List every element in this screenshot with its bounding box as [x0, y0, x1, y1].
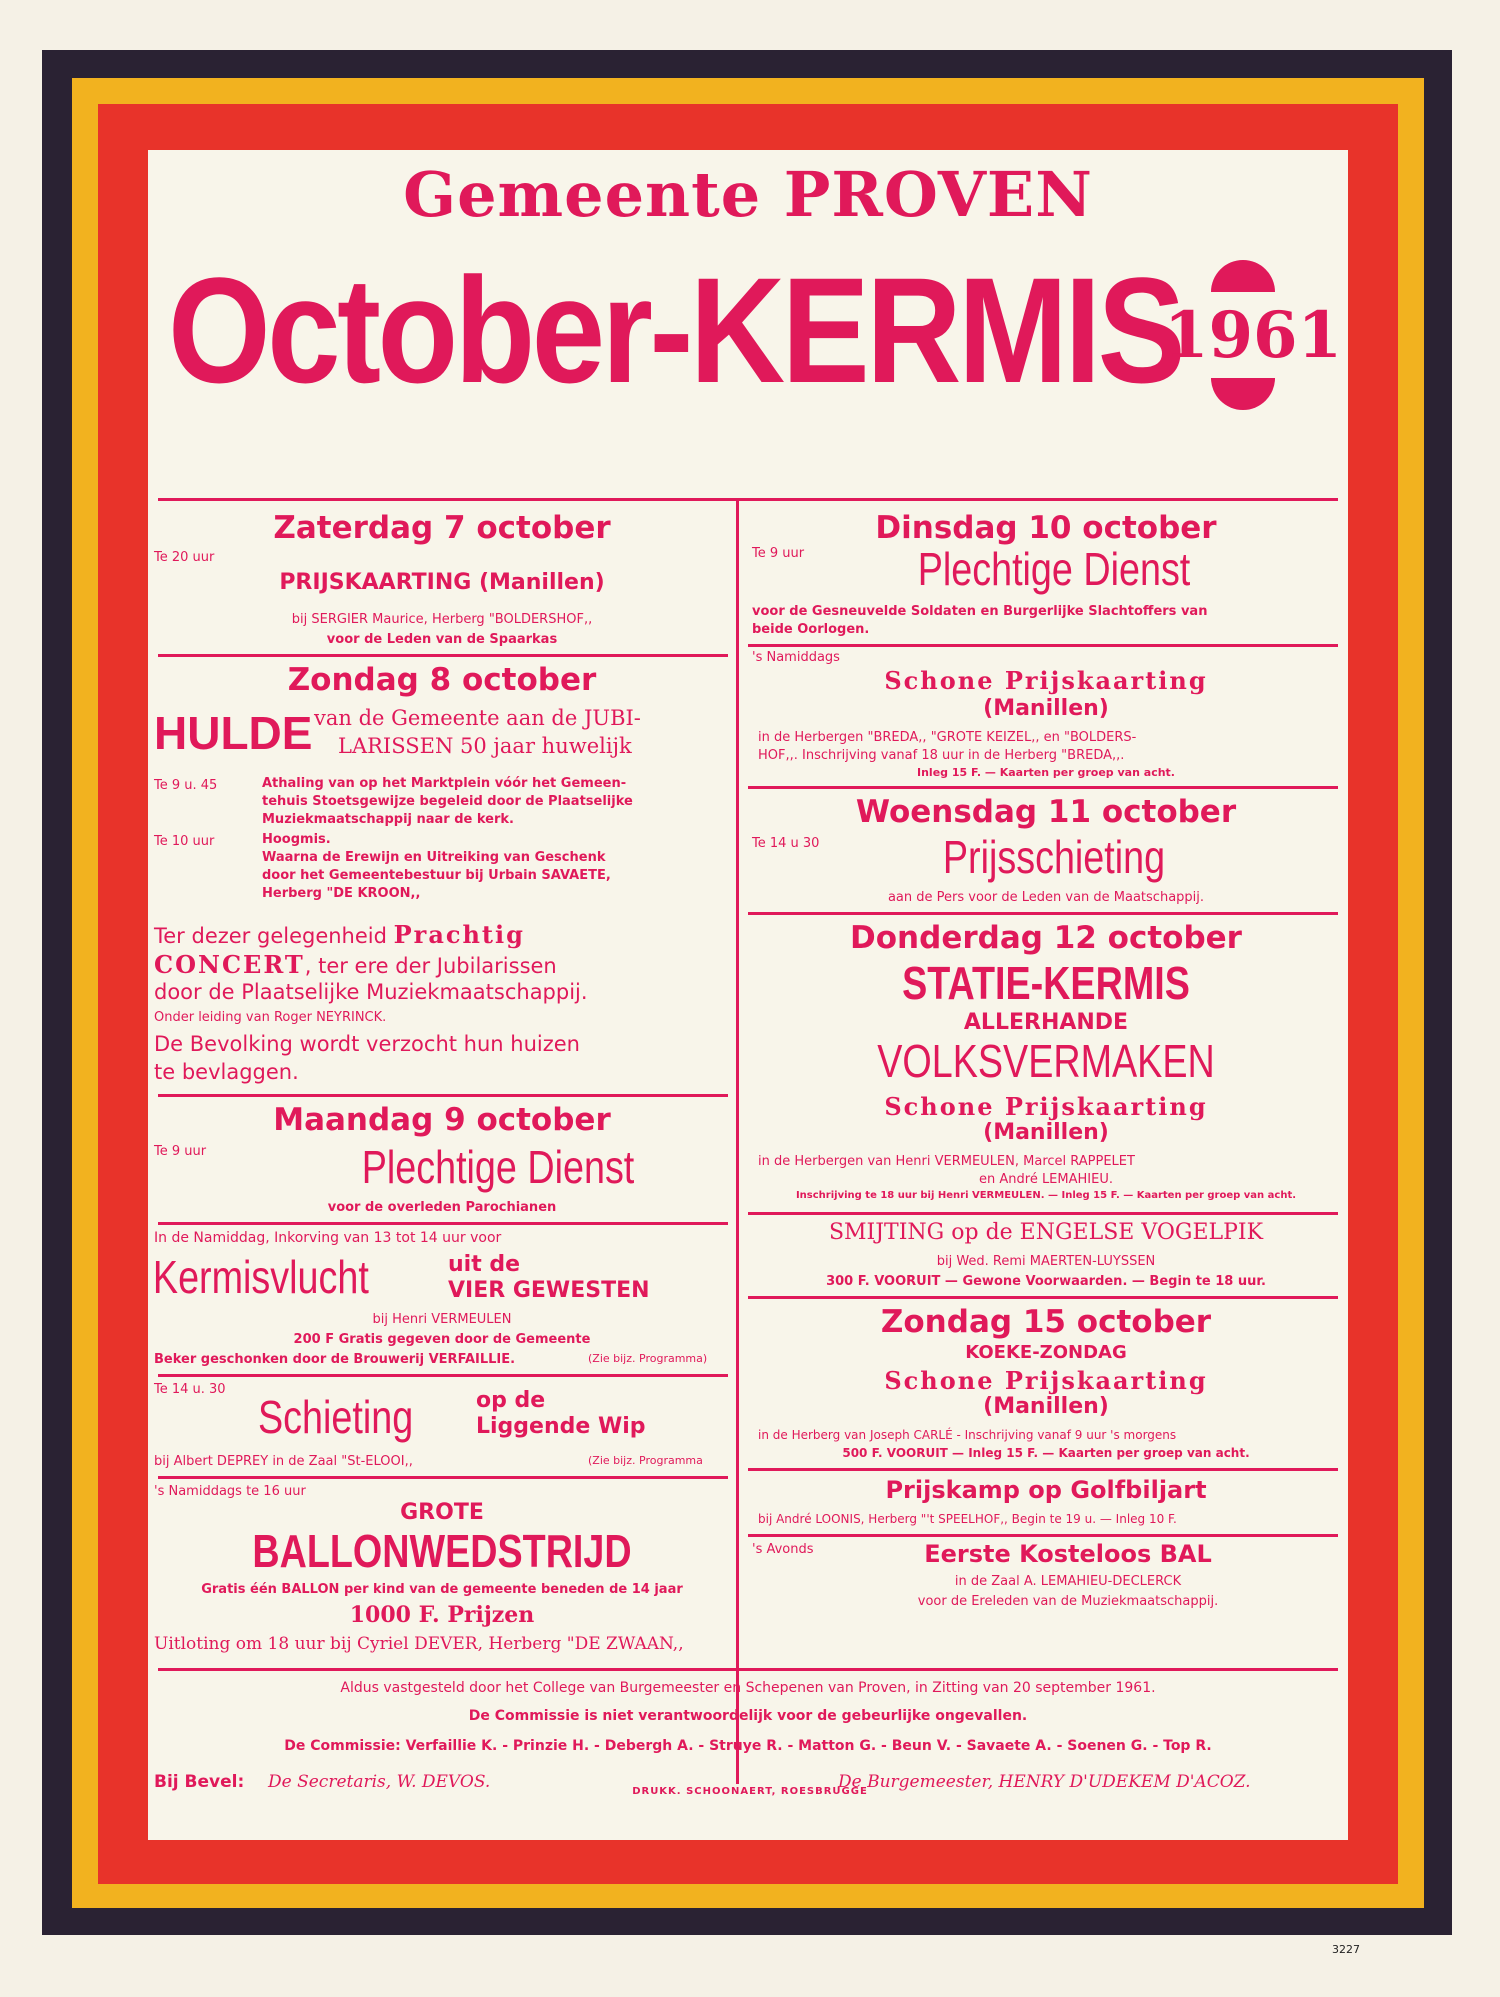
kermisvlucht-sub: VIER GEWESTEN [448, 1278, 650, 1303]
time-label: Te 9 u. 45 [154, 778, 218, 793]
concert-text: , ter ere der Jubilarissen [304, 954, 557, 978]
prijskaarting-title: Schone Prijskaarting [884, 1092, 1208, 1121]
detail-line: bij Albert DEPREY in de Zaal "St-ELOOI,, [154, 1454, 413, 1469]
detail-line: in de Zaal A. LEMAHIEU-DECLERCK [954, 1574, 1182, 1589]
kermisvlucht-sub: uit de [448, 1252, 521, 1277]
detail-line: bij André LOONIS, Herberg "'t SPEELHOF,, Begin te 19 u. — Inleg 10 F. [758, 1512, 1177, 1526]
detail-line: en André LEMAHIEU. [979, 1172, 1113, 1187]
concert-line-2 [154, 950, 557, 979]
kermisvlucht-title: Kermisvlucht [152, 1251, 369, 1303]
concert-text: Ter dezer gelegenheid [154, 924, 394, 948]
event-prijskaarting: PRIJSKAARTING (Manillen) [279, 570, 605, 595]
ballon-sub: GROTE [400, 1500, 484, 1525]
section-divider [748, 786, 1338, 789]
detail-line: voor de Leden van de Spaarkas [326, 632, 558, 647]
footer-divider [158, 1668, 1338, 1671]
time-label: Te 9 uur [154, 1144, 207, 1159]
detail-line: bij Wed. Remi MAERTEN-LUYSSEN [936, 1254, 1156, 1269]
year-ornament-top [1211, 260, 1275, 292]
hulde-text: LARISSEN 50 jaar huwelijk [338, 734, 632, 758]
detail-line: Athaling van op het Marktplein vóór het Gemeen- [262, 776, 627, 791]
section-divider [158, 1094, 728, 1097]
allerhande: ALLERHANDE [963, 1010, 1129, 1035]
detail-line: voor de Ereleden van de Muziekmaatschappij. [917, 1594, 1219, 1609]
detail-note: (Zie bijz. Programma [588, 1454, 703, 1467]
detail-line: Gratis één BALLON per kind van de gemeente beneden de 14 jaar [201, 1582, 683, 1597]
burgemeester-signature: De Burgemeester, HENRY D'UDEKEM D'ACOZ. [838, 1772, 1251, 1792]
section-divider [748, 1468, 1338, 1471]
detail-line: 500 F. VOORUIT — Inleg 15 F. — Kaarten per groep van acht. [842, 1446, 1250, 1460]
detail-line: Herberg "DE KROON,, [262, 886, 421, 901]
title-gemeente: Gemeente PROVEN [403, 158, 1093, 231]
detail-line: in de Herbergen van Henri VERMEULEN, Marcel RAPPELET [758, 1154, 1135, 1169]
section-divider [748, 1296, 1338, 1299]
prijskaarting-title: Schone Prijskaarting [884, 1366, 1208, 1395]
time-label: 's Avonds [752, 1542, 814, 1557]
prijskaarting-sub: (Manillen) [983, 1120, 1109, 1145]
detail-line: bij SERGIER Maurice, Herberg "BOLDERSHOF,, [291, 612, 593, 627]
detail-line: Beker geschonken door de Brouwerij VERFAILLIE. [154, 1352, 516, 1367]
section-divider [748, 1212, 1338, 1215]
footer-line: De Commissie is niet verantwoordelijk voor de gebeurlijke ongevallen. [468, 1708, 1028, 1724]
year-badge [1153, 260, 1348, 410]
event-plechtige-dienst: Plechtige Dienst [361, 1141, 635, 1193]
detail-line: Muziekmaatschappij naar de kerk. [262, 812, 514, 827]
day-zondag-15: Zondag 15 october [880, 1304, 1212, 1340]
detail-line: Waarna de Erewijn en Uitreiking van Geschenk [262, 850, 606, 865]
ballonwedstrijd-title: BALLONWEDSTRIJD [252, 1525, 632, 1577]
concert-text: Onder leiding van Roger NEYRINCK. [154, 1010, 387, 1025]
smijting-title: SMIJTING op de ENGELSE VOGELPIK [828, 1220, 1264, 1245]
time-label: Te 9 uur [752, 546, 805, 561]
year-text: 1961 [1163, 298, 1343, 373]
concert-highlight: Prachtig [393, 920, 525, 949]
schieting-sub: op de [476, 1388, 546, 1413]
bevolking-text: De Bevolking wordt verzocht hun huizen [154, 1032, 580, 1056]
bij-bevel: Bij Bevel: [154, 1772, 245, 1792]
statie-kermis-title: STATIE-KERMIS [902, 957, 1190, 1009]
concert-highlight: CONCERT [154, 950, 305, 979]
section-divider [158, 1374, 728, 1377]
schieting-wrap [258, 1390, 488, 1444]
detail-line: in de Herberg van Joseph CARLÉ - Inschrijving vanaf 9 uur 's morgens [758, 1428, 1177, 1442]
day-donderdag: Donderdag 12 october [850, 920, 1242, 956]
hulde-text: van de Gemeente aan de JUBI- [314, 706, 641, 730]
header-divider [158, 498, 1338, 501]
time-label: Te 20 uur [154, 550, 215, 565]
year-ornament-bottom [1211, 378, 1275, 410]
section-divider [748, 1534, 1338, 1537]
day-maandag: Maandag 9 october [273, 1102, 611, 1138]
title-kermis: October-KERMIS [168, 246, 1183, 414]
detail-line: Hoogmis. [262, 832, 331, 847]
day-woensdag: Woensdag 11 october [855, 794, 1237, 830]
secretaris-signature: De Secretaris, W. DEVOS. [268, 1772, 491, 1792]
schieting-sub: Liggende Wip [476, 1414, 646, 1439]
time-label: 's Namiddags te 16 uur [154, 1484, 306, 1499]
detail-line: voor de overleden Parochianen [327, 1200, 557, 1215]
detail-line: tehuis Stoetsgewijze begeleid door de Plaatselijke [262, 794, 633, 809]
section-divider [158, 654, 728, 657]
koeke-zondag: KOEKE-ZONDAG [965, 1342, 1127, 1363]
section-divider [748, 644, 1338, 647]
printer-credit: DRUKK. SCHOONAERT, ROESBRUGGE [632, 1786, 868, 1797]
detail-line: in de Herbergen "BREDA,, "GROTE KEIZEL,, en "BOLDERS- [758, 730, 1137, 745]
prijskaarting-sub: (Manillen) [983, 696, 1109, 721]
detail-line: In de Namiddag, Inkorving van 13 tot 14 uur voor [154, 1230, 502, 1246]
detail-line: Inleg 15 F. — Kaarten per groep van acht. [917, 766, 1175, 779]
time-label: Te 10 uur [154, 834, 215, 849]
detail-note: (Zie bijz. Programma) [588, 1352, 708, 1365]
schieting-title: Schieting [258, 1391, 414, 1443]
day-dinsdag: Dinsdag 10 october [875, 510, 1217, 546]
detail-line: bij Henri VERMEULEN [372, 1312, 512, 1327]
concert-text: door de Plaatselijke Muziekmaatschappij. [154, 980, 588, 1004]
commissie-line: De Commissie: Verfaillie K. - Prinzie H. - Debergh A. - Struye R. - Matton G. - Beun V. - Savaete A. - Soenen G. - Top R. [284, 1738, 1212, 1754]
detail-line: HOF,,. Inschrijving vanaf 18 uur in de Herberg "BREDA,,. [758, 748, 1125, 763]
concert-line-1 [154, 920, 525, 949]
reference-number: 3227 [1332, 1943, 1360, 1956]
golfbiljart-title: Prijskamp op Golfbiljart [885, 1476, 1207, 1504]
prijskaarting-sub: (Manillen) [983, 1394, 1109, 1419]
poster-content [148, 150, 1348, 1840]
bevolking-text: te bevlaggen. [154, 1060, 299, 1084]
detail-line: voor de Gesneuvelde Soldaten en Burgerlijke Slachtoffers van [752, 604, 1208, 619]
hulde-title: HULDE [154, 707, 313, 759]
bal-title: Eerste Kosteloos BAL [924, 1540, 1212, 1568]
kermisvlucht-wrap [148, 1250, 448, 1304]
day-zaterdag: Zaterdag 7 october [273, 510, 611, 546]
day-zondag-8: Zondag 8 october [287, 662, 597, 698]
detail-line: Uitloting om 18 uur bij Cyriel DEVER, Herberg "DE ZWAAN,, [154, 1634, 684, 1654]
detail-line: aan de Pers voor de Leden van de Maatschappij. [887, 890, 1205, 905]
section-divider [748, 912, 1338, 915]
prizes: 1000 F. Prijzen [349, 1602, 535, 1628]
detail-line: Inschrijving te 18 uur bij Henri VERMEULEN. — Inleg 15 F. — Kaarten per groep van acht. [795, 1190, 1297, 1201]
event-plechtige-dienst-2: Plechtige Dienst [917, 543, 1191, 595]
time-label: Te 14 u. 30 [154, 1382, 226, 1397]
time-label: 's Namiddags [752, 650, 840, 665]
prijskaarting-title: Schone Prijskaarting [884, 666, 1208, 695]
section-divider [158, 1476, 728, 1479]
volksvermaken-title: VOLKSVERMAKEN [877, 1035, 1215, 1087]
detail-line: beide Oorlogen. [752, 622, 870, 637]
detail-line: 300 F. VOORUIT — Gewone Voorwaarden. — Begin te 18 uur. [826, 1274, 1266, 1289]
section-divider [158, 1222, 728, 1225]
time-label: Te 14 u 30 [752, 836, 820, 851]
footer-line: Aldus vastgesteld door het College van Burgemeester en Schepenen van Proven, in Zitting van 20 september 1961. [340, 1680, 1156, 1696]
detail-line: door het Gemeentebestuur bij Urbain SAVAETE, [262, 868, 611, 883]
event-prijsschieting: Prijsschieting [942, 831, 1166, 883]
detail-line: 200 F Gratis gegeven door de Gemeente [293, 1332, 591, 1347]
